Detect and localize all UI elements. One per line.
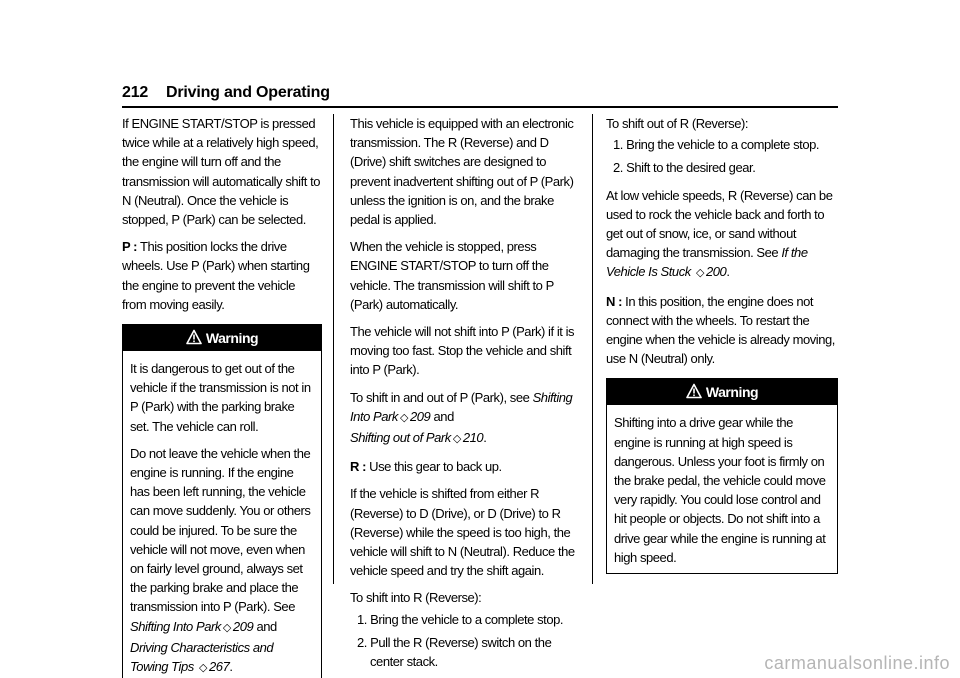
page-reference-icon: ◇ [399,411,408,424]
list-item: 2. Pull the R (Reverse) switch on the center stack. [357,634,552,670]
paragraph: This vehicle is equipped with an electronic transmission. The R (Reverse) and D (Drive) shift switches are designed to prevent inadvertent shifting out of P (Park) unless the ignition is on, and the brake pedal is applied. [350,116,574,228]
warning-title: Warning [205,330,259,347]
column-divider [333,114,334,584]
paragraph: If the vehicle is shifted from either R (Reverse) to D (Drive), or D (Drive) to R (Reverse) while the speed is too high, the vehicle will shift to N (Neutral). Reduce the vehicle speed and try the shift again. [350,486,575,579]
paragraph: To shift into R (Reverse): [350,590,482,606]
watermark: carmanualsonline.info [764,653,950,673]
page-reference[interactable]: 209 [410,408,431,424]
column-2 [350,114,580,675]
warning-body [607,405,837,573]
page-reference-icon: ◇ [695,267,704,280]
warning-icon [686,383,702,399]
paragraph: It is dangerous to get out of the vehicle if the transmission is not in P (Park) with the parking brake set. The vehicle can roll. [130,361,311,434]
paragraph: Do not leave the vehicle when the engine is running. If the engine has been left running, the vehicle can move suddenly. You or others could be injured. To be sure the vehicle will not move, even when on fairly level ground, always set the parking brake and place the transmission into P (Park). See Shifting Into Park ◇ 209 and Driving Characteristics and Towing Tips ◇ 267. [130,444,314,678]
paragraph: P : This position locks the drive wheels. Use P (Park) when starting the engine to prevent the vehicle from moving easily. [122,239,310,312]
page-reference-icon: ◇ [199,662,208,675]
warning-header [123,325,321,351]
section-title: Driving and Operating [166,84,330,101]
page-reference[interactable]: 200 [706,264,727,280]
list-item: 1. Bring the vehicle to a complete stop. [357,611,564,627]
page-reference[interactable]: 210 [462,430,484,446]
page-number: 212 [122,84,149,101]
column-3 [606,114,838,582]
page-reference-icon: ◇ [452,433,461,446]
paragraph: The vehicle will not shift into P (Park) if it is moving too fast. Stop the vehicle and shift into P (Park). [350,324,575,378]
cross-reference-link[interactable]: Driving Characteristics and Towing Tips [130,639,274,675]
paragraph: R : Use this gear to back up. [350,459,502,475]
page-reference[interactable]: 209 [232,618,254,634]
paragraph: To shift out of R (Reverse): [606,116,749,131]
gear-label-p: P : [122,239,138,255]
paragraph: If ENGINE START/STOP is pressed twice while at a relatively high speed, the engine will turn off and the transmission will automatically shift to N (Neutral). Once the vehicle is stopped, P (Park) can be selected. [122,116,321,228]
paragraph: At low vehicle speeds, R (Reverse) can be used to rock the vehicle back and forth to get out of snow, ice, or sand without damaging the transmission. See If the Vehicle Is Stuck ◇ 200. [606,186,838,284]
warning-icon [186,329,202,345]
paragraph: When the vehicle is stopped, press ENGINE START/STOP to turn off the vehicle. The transmission will shift to P (Park) automatically. [350,239,554,312]
warning-box [122,324,322,678]
cross-reference-link[interactable]: Shifting Into Park [350,389,573,424]
column-divider [592,114,593,584]
list-item: 2. Shift to the desired gear. [613,160,756,176]
warning-title: Warning [705,384,759,401]
page-reference-icon: ◇ [222,621,231,634]
list-item: 1. Bring the vehicle to a complete stop. [613,137,820,153]
gear-label-n: N : [606,293,622,309]
cross-reference-link[interactable]: Shifting Into Park [130,618,221,634]
paragraph: Shifting into a drive gear while the engine is running at high speed is dangerous. Unless your foot is firmly on the brake pedal, the vehicle could move very rapidly. You could lose control and hit people or objects. Do not shift into a drive gear while the engine is running at high speed. [614,415,826,565]
page-header [122,82,838,108]
cross-reference-link[interactable]: If the Vehicle Is Stuck [606,245,808,280]
warning-header [607,379,837,405]
warning-body [123,351,321,678]
paragraph: N : In this position, the engine does not connect with the wheels. To restart the engine when the vehicle is already moving, use N (Neutral) only. [606,293,835,367]
column-1 [122,114,322,678]
gear-label-r: R : [350,459,366,475]
paragraph: To shift in and out of P (Park), see Shifting Into Park ◇ 209 and Shifting out of Park ◇ 210. [350,388,580,450]
warning-box [606,378,838,574]
page-reference[interactable]: 267 [209,659,230,675]
cross-reference-link[interactable]: Shifting out of Park [350,430,451,446]
